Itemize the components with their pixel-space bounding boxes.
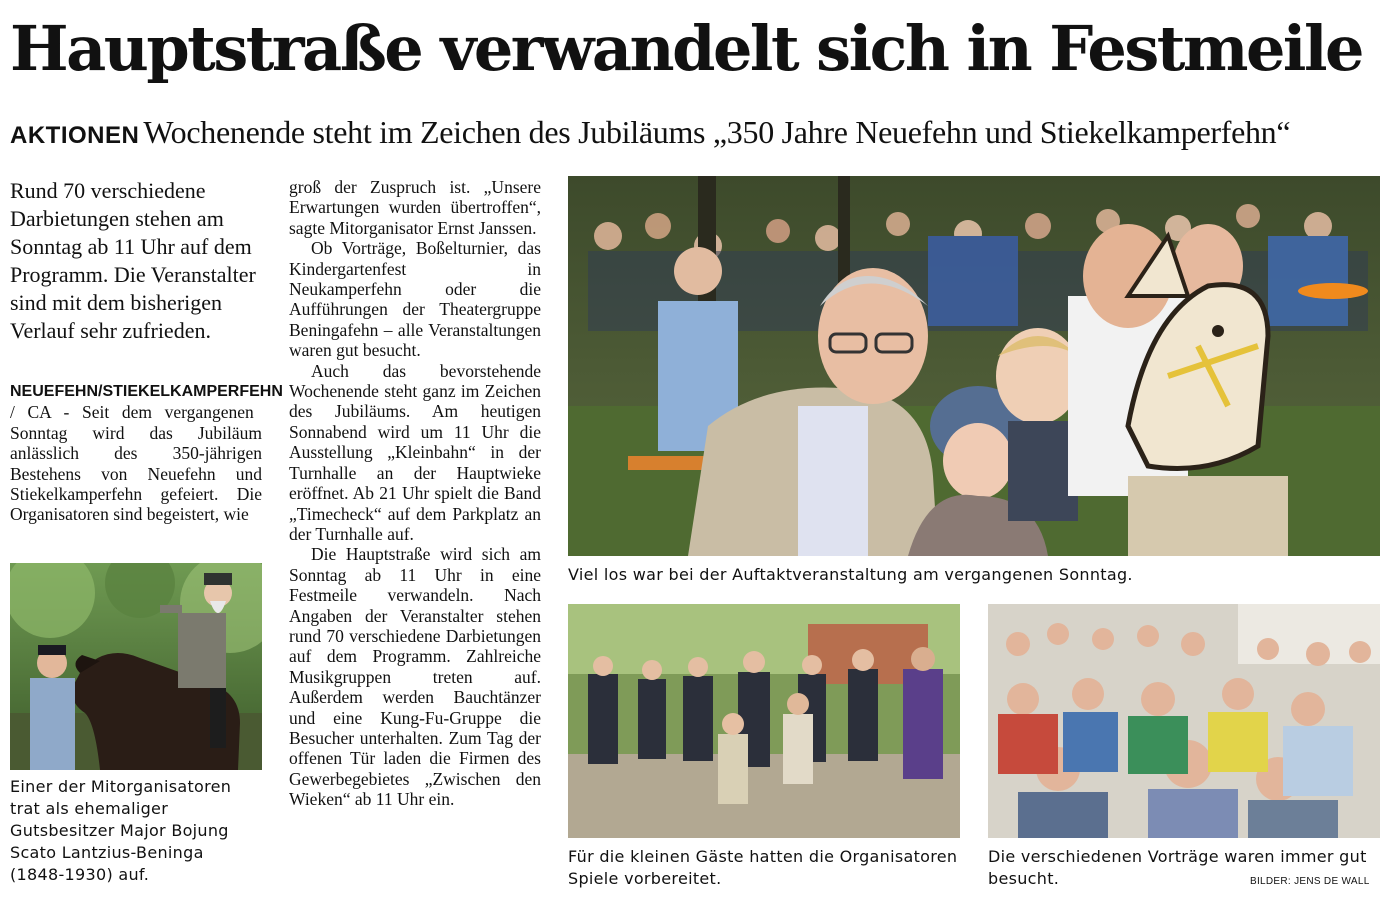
- subtitle: Wochenende steht im Zeichen des Jubiläums „350 Jahre Neuefehn und Stiekelkamperfehn“: [143, 114, 1291, 150]
- lead-paragraph: Rund 70 verschiedene Darbietungen stehen am Sonntag ab 11 Uhr auf dem Programm. Die Veranstalter sind mit dem bisherigen Verlauf sehr zufrieden.: [10, 178, 256, 343]
- article-column-1: [10, 380, 283, 525]
- caption-horse-rider: Einer der Mitorganisatoren trat als ehemaliger Gutsbesitzer Major Bojung Scato Lantzius-Beninga (1848-1930) auf.: [10, 777, 232, 884]
- photo-horse-rider: [10, 563, 262, 770]
- photo-main-event: [568, 176, 1380, 556]
- photo-credit: BILDER: JENS DE WALL: [1250, 876, 1370, 887]
- subline: [10, 110, 1390, 161]
- column-1-text: / CA - Seit dem vergangenen Sonntag wird das Jubiläum anlässlich des 350-jährigen Bestehens von Neuefehn und Stiekelkamperfehn gefeiert. Die Organisatoren sind begeistert, wie: [10, 402, 262, 525]
- headline: Hauptstraße verwandelt sich in Festmeile: [10, 12, 1362, 85]
- paragraph: groß der Zuspruch ist. „Unsere Erwartungen wurden übertroffen“, sagte Mitorganisator Ernst Janssen.: [289, 177, 541, 238]
- paragraph: Die Hauptstraße wird sich am Sonntag ab 11 Uhr in eine Festmeile verwandeln. Nach Angaben der Veranstalter stehen rund 70 verschiedene Darbietungen auf dem Programm. Zahlreiche Musikgruppen treten auf. Außerdem werden Bauchtänzer und eine Kung-Fu-Gruppe die Besucher unterhalten. Zum Tag der offenen Tür laden die Firmen des Gewerbegebietes „Zwischen den Wieken“ ab 11 Uhr ein.: [289, 544, 541, 810]
- photo-lecture-audience: [988, 604, 1380, 838]
- caption-main-event: Viel los war bei der Auftaktveranstaltung am vergangenen Sonntag.: [568, 565, 1133, 584]
- paragraph: Auch das bevorstehende Wochenende steht ganz im Zeichen des Jubiläums. Am heutigen Sonnabend wird um 11 Uhr die Ausstellung „Kleinbahn“ in der Turnhalle an der Hauptwieke eröffnet. Ab 21 Uhr spielt die Band „Timecheck“ auf dem Parkplatz an der Turnhalle auf.: [289, 360, 541, 544]
- paragraph: Ob Vorträge, Boßelturnier, das Kindergartenfest in Neukamperfehn oder die Aufführungen der Theatergruppe Beningafehn – alle Veranstaltungen waren gut besucht.: [289, 238, 541, 361]
- photo-kids-games: [568, 604, 960, 838]
- kicker: AKTIONEN: [10, 122, 140, 149]
- caption-lecture-audience: Die verschiedenen Vorträge waren immer gut besucht.: [988, 847, 1367, 888]
- dateline: NEUEFEHN/STIEKELKAMPERFEHN: [10, 383, 283, 400]
- article-column-2: [289, 177, 541, 810]
- caption-kids-games: Für die kleinen Gäste hatten die Organisatoren Spiele vorbereitet.: [568, 847, 958, 888]
